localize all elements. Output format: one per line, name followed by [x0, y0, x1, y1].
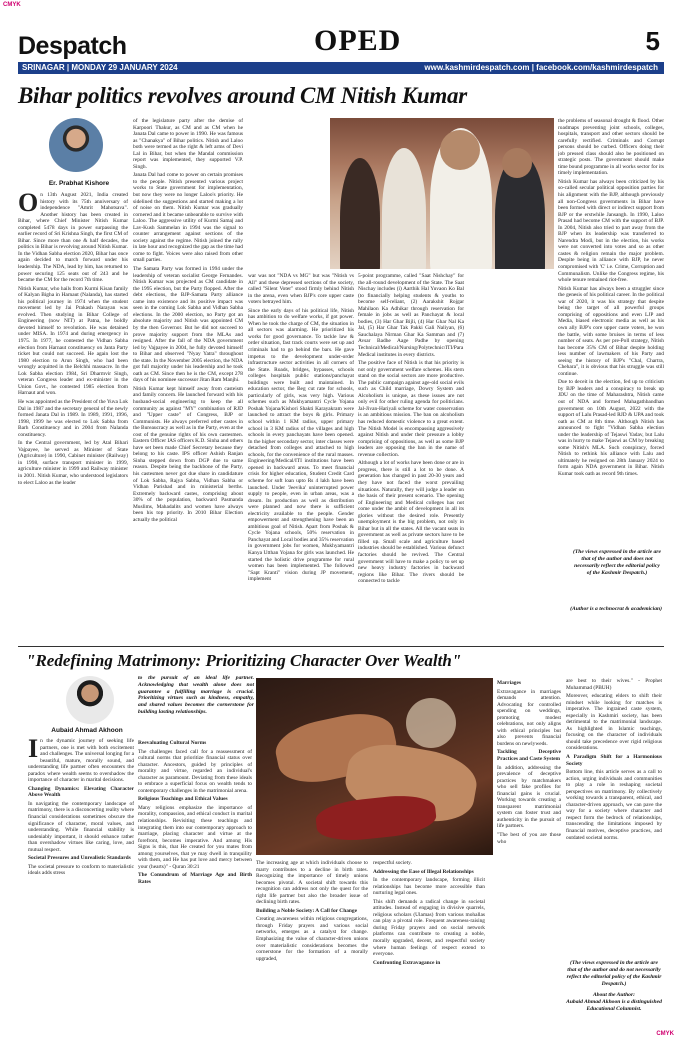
section-heading: Changing Dynamics: Elevating Character Above Wealth [28, 785, 134, 799]
section-heading: Addressing the Ease of Illegal Relationships [373, 868, 474, 875]
article1-headline: Bihar politics revolves around CM Nitish Kumar [18, 83, 467, 108]
avatar [49, 118, 103, 172]
paragraph: Extravagance in marriages demands attention. Advocating for controlled spending on weddings, promoting modest celebrations, not only aligns with ethical principles but also prevents financial burdens on newlyweds. [497, 688, 561, 747]
article1-disclaimer: (The views expressed in the article are that of the author and does not necessarily reflect the editorial policy of the Kashmir Despatch.) [573, 549, 661, 576]
paragraph: The increasing age at which individuals choose to marry contributes to a decline in birth rates. Recognizing the importance of timely unions becomes pivotal. A societal shift towards this recognition can address not only the quest for the right life partner but also the broader issue of declining birth rates. [256, 860, 368, 906]
section-title: OPED [314, 24, 402, 57]
paragraph: In navigating the contemporary landscape of matrimony, there is a disconcerting reality where financial considerations sometimes obscure the significance of character, moral values, and understanding. While financial stability is undeniably important, it should enhance rather than overshadow virtues like caring, love, and mutual respect. [28, 800, 134, 853]
masthead-logo: Despatch [18, 32, 127, 60]
article2-col5 [497, 678, 561, 1030]
article1-col3 [248, 273, 354, 642]
paragraph: In the contemporary landscape, forming illicit relationships has become more accessible than nurturing legal ones. [373, 877, 485, 897]
article1-photo [330, 118, 554, 269]
article2-about-heading: About the Author: [592, 992, 636, 998]
paragraph: The Samata Party was formed in 1994 under the leadership of veteran socialist George Fernandes. Nitish Kumar was projected as CM candidate in the 1995 election, but the Party flopped. After the debt elections, the BJP-Samata Party alliance came into existence and its positive impact was seen in the coming Lok Sabha and Vidhan Sabha elections. In the 2000 election, no Party got an absolute majority and Nitish was appointed CM by the then Governor. But he did not succeed to prove majority support from the MLAs and resigned. After the fall of the NDA government led by Vajpayee in 2004, he fully devoted himself to Bihar and observed "Nyay Yatra" throughout the state. In the November 2005 election, the NDA got full majority under his leadership and he took oath as CM. Since then he is the CM, except 278 days of his nominee successor Jitan Ram Manjhi. [133, 266, 243, 384]
article1-byline: Er. Prabhat Kishore [48, 180, 110, 187]
section-heading: Tackling Deceptive Practices and Caste System [497, 749, 561, 763]
paragraph: "The best of you are those who [497, 832, 561, 845]
article2-pull-quote: to the pursuit of an ideal life partner. Acknowledging that wealth alone does not guarantee a fulfilling marriage is crucial. Prioritizing virtues such as kindness, empathy, and shared values becomes the cornerstone for building lasting relationships. [138, 675, 254, 715]
article2-col3 [256, 860, 368, 1030]
masthead [18, 24, 664, 72]
paragraph: This shift demands a radical change in societal attitudes. Instead of engaging in divisive quarrels, religious scholars (Ulamas) from various mohallas can play a pivotal role. Frequent awareness-raising during Friday prayers and on social network platforms can contribute to creating a noble, morally upgraded, decent, and respectful society where human feelings of respect extend to everyone. [373, 898, 485, 958]
article1-col2 [133, 118, 243, 642]
paragraph: In the Central government, led by Atal Bihari Vajpayee, he served as Minister of State (Agriculture) in 1990, Cabinet minister (Railway) in 1998, surface transport minister in 1999, agriculture minister in 1999 and Railway minister in 2001. Nitish Kumar, who understood legislators to elect Laloo as the leader [18, 440, 128, 486]
article2-headline: "Redefining Matrimony: Prioritizing Character Over Wealth" [26, 651, 462, 670]
section-heading: The Conundrum of Marriage Age and Birth Rates [138, 872, 252, 885]
avatar [66, 676, 114, 724]
cmyk-marker: CMYK [656, 1031, 674, 1037]
article2-disclaimer: (The views expressed in the article are that of the author and do not necessarily reflect the editorial policy of the Kashmir Despatch.) [566, 960, 662, 987]
paragraph: Bottom line, this article serves as a call to action, urging individuals and communities to play a role in reshaping societal perspectives on matrimony. By collectively working towards a transparent, ethical, and character-driven approach, we can pave the way for a society where character and respect form the bedrock of relationships, transcending the limitations imposed by financial motives, deceptive practices, and outdated societal norms. [566, 769, 662, 841]
section-heading: Societal Pressures and Unrealistic Standards [28, 855, 131, 862]
paragraph: Many religions emphasize the importance of morality, compassion, and ethical conduct in marital relationships. Revisiting these teachings and integrating them into our contemporary approach to marriage, placing character and virtue at the forefront, becomes imperative. And among His Signs is this, that He created for you mates from among yourselves, that ye may dwell in tranquility with them, and He has put love and mercy between your (hearts)" - Quran 30:21 [138, 804, 252, 870]
paragraph: On 13th August 2021, India created history with its 75th anniversary of independence "Amrit Mahotsava". Another history has been created in Bihar, where Chief Minister Nitish Kumar completed 5478 days in power surpassing the earlier record of Sri Krishna Singh, the first CM of Bihar. Since more than one & half decades, the politics in Bihar is revolving around Nitish Kumar. In the Vidhan Sabha election 2020, Bihar has once again decided to march forward under his leadership. The NDA, lead by him, has returned to power securing 125 seats out of 243 and he became the CM for the record 7th time. [18, 192, 128, 284]
section-heading: Marriages [497, 680, 521, 686]
section-heading: Building a Noble Society: A Call for Change [256, 907, 357, 914]
paragraph: Since the early days of his political life, Nitish has ambition to do welfare works, if got power. When he took the charge of CM, the situation in all sectors was alarming. He prioritized his works for good governance. To tackle law & order situation, fast track courts were set up and criminals had to go behind the bars. He gave impetus to the development under-order infrastructure sector activities in all corners of the State. Roads, bridges, bypasses, schools colleges hospitals public stations/panchayat buildings were built and maintained. In education sector, the Beg cut rate for schools, particularly of girls, was very high. Various schemes such as Mukhyamantri Cycle Yojana Poshak Yojana/Kishori Shakti Karayakram were launched to attract the boys & girls. Primary school within 1 KM radius, upper primary school in 3 KM radius of the villages and high schools in every panchayats have been opened. In the higher secondary sector, inter classes were detached from colleges and attached to high schools, for the convenience of the rural masses. Engineering/Medical/ITI institutions have been opened in backward areas. To meet financial crisis for higher education, Student Credit Card scheme for soft loan upto Rs 4 lakh have been launched. Under 'Jeevika' uninterrupted power supply to people, even in urban areas, was a dream. Its production as well as distribution were planned and now there is sufficient electricity available to the people. Gender empowerment and strengthening have been an ambitious goal of Nitish. Apart from Poshak & Cycle Yojana schools, 50% reservation in Panchayat and Local bodies and 35% reservation in government jobs for women, Mukhyamantri Kanya Utthan Yojana for girls was launched. He started the holistic drive programme for rural women has been implemented. The followed "Sapt Kranti" vision during JP movement, implement [248, 307, 354, 583]
article2-col2 [138, 738, 252, 1030]
paragraph: Nitish Kumar has always been a struggler since the genesis of his political career. In the political war of 2020, it was his strategy that despite being the target of all powerful groups comprising of oppositions and even LJP and Media, biased electronic media as well as his own ally BJP's core upper caste voters, he won the battle, with some bruises in terms of less number of seats. As per pre-Poll strategy, Nitish has become 35% CM of Bihar despite holding less number of lawmakers of his Party and seeing the history of BJP's "Chal, Chartra, Chehara", it is obvious that his struggle was still continue. [558, 285, 664, 377]
article2-col1 [28, 738, 134, 1030]
article2-about-text: Aubaid Ahmad Akhoon is a distinguished Educational Columnist. [566, 999, 662, 1012]
section-heading: Confronting Extravagance in [373, 959, 441, 966]
drop-cap: O [18, 192, 39, 217]
paragraph: He was appointed as the President of the Yuva Lok Dal in 1987 and the secretary general of the newly formed Janata Dal in 1989. In 1989, 1991, 1996, 1998, 1999 he was elected to Lok Sabha from Barh Constituency and in 2004 from Nalanda constituency. [18, 398, 128, 438]
paragraph: Moreover, educating elders to shift their mindset while looking for matches is imperative. The ingrained caste system, especially in Kashmiri society, has been detrimental to the matrimonial landscape. As highlighted in Islamic teachings, focusing on the character of individuals should take precedence over rigid religious considerations. [566, 693, 662, 752]
page-number: 5 [645, 26, 660, 56]
web-links: www.kashmirdespatch.com | facebook.com/kashmirdespatch [424, 63, 658, 72]
cmyk-marker: CMYK [3, 2, 21, 8]
paragraph: war was not "NDA vs MG" but was "Nitish vs All" and these depressed sections of the society, called "Silent Voter" stood firmly behind Nitish in the arena, even when BJP's core upper caste voters betrayed him. [248, 273, 354, 306]
article2-about [566, 960, 662, 1013]
article1-author-photo [36, 118, 116, 178]
article1-about-author: (Author is a technocrat & academician) [570, 606, 662, 612]
section-heading: Reevaluating Cultural Norms [138, 740, 207, 746]
paragraph: The societal pressure to conform to materialistic ideals adds stress [28, 863, 134, 877]
paragraph: the problems of seasonal drought & flood. Other roadmaps preventing joint schools, colleges, hospitals, transport and other sectors should be carefully rectified. Criminals and Corrupt persons should be curbed. Officers doing their job pressed class should also be positioned on strategic posts. The government should make time bound programme in all works sector for its timely implementation. [558, 118, 664, 177]
paragraph: of the legislature party after the demise of Karpoori Thakur, as CM and as CM when he Janata Dal came to power in 1990. He was famous as "Chanakya" of Bihar politics. Nitish and Laloo both were termed as the right & left arms of Devi Lal in Bihar, but when the Mandal commission report was implemented, they supported V.P. Singh. [133, 118, 243, 170]
section-heading: A Paradigm Shift for a Harmonious Society [566, 754, 662, 767]
article2-col6 [566, 678, 662, 948]
paragraph: Janata Dal had come to power on certain promises to the people. Nitish presented various project works to State government for implementation, but now they were no longer Laloo's priority. He sidelined the suggestions and started making a lot of noise on them. Nitish Kumar was gradually cornered and it became unbearable to survive with Laloo. The aggressive utility of Kurmi Samaj and Lav-Kush Sammelan in 1994 was the signal to counter arrangement against sections of the society against the regime. Nitish joined the rally in late hour and recognized the gap as the time had come to fight. Voices were also raised from other small parties. [133, 172, 243, 264]
paragraph: The challenges faced call for a reassessment of cultural norms that prioritize financial status over character. Ancestors, guided by principles of morality and virtue, regarded an individual's character as paramount. Deviating from these ideals to embrace a superficial focus on wealth tends to contemporary challenges in the matrimonial arena. [138, 748, 252, 794]
article2-col4 [373, 860, 485, 1030]
paragraph: Due to deceit in the election, fed up to criticism by BJP leaders and a conspiracy to break up JDU on the time of Maharashtra, Nitish came out of NDA and formed Mahagathbandhan government on 10th August, 2022 with the support of Lalu Prasad-led RJD & UPA and took oath as CM at 8th time. Although Nitish has announced to fight "Vidhan Sabha election under the leadership of Tejaswi Yadav, but Lalu was in hurry to make Tejaswi as CM by breaking some Nitish's MLA. Such conspiracy, forced Nitish to rethink his alliance with Lalu and ultimately he resigned on 28th January 2024 to form again NDA government in Bihar. Nitish Kumar took oath as record 9th times. [558, 379, 664, 477]
article-divider [18, 646, 664, 647]
article1-col5 [558, 118, 664, 546]
masthead-bar [18, 62, 664, 74]
paragraph: Nitish Kumar has always been criticized by his so-called secular political opposition parties for his alignment with the BJP, although previously all non-Congress governments in Bihar have been formed with direct or indirect support from BJP or the erstwhile Jansangh. In 1990, Laloo Prasad had become CM with the support of BJP. In 2004, Nitish also tried to part away from the BJP when its leadership was transferred to Narendra Modi, but in the election, his works were not converted into votes and so as other castes & religion remain the major problem. Despite being in alliance with BJP, he never compromised with 'C' i.e. Crime, Corruption and Communalism. Unlike the Congress regime, his whole tenure remained riot-free. [558, 178, 664, 284]
website-link[interactable]: www.kashmirdespatch.com [424, 63, 530, 72]
paragraph: Creating awareness within religious congregations, through Friday prayers and various social networks, emerges as a catalyst for change. Emphasizing the value of character-driven unions over materialistic considerations becomes the cornerstone for the formation of a morally upgraded, [256, 916, 368, 962]
article1-col4 [358, 273, 464, 642]
paragraph: respectful society. [373, 860, 412, 866]
drop-cap: I [28, 738, 39, 763]
paragraph: In the dynamic journey of seeking life partners, one is met with both excitement and challenges. The universal longing for a beautiful, mature, morally sound, and understanding life partner often encounters the paradox where wealth seems to overshadow the importance of character in marital decisions. [28, 738, 134, 784]
article2-photo [256, 678, 493, 855]
paragraph: Although a lot of works have been done or are in progress, there is still a lot to be done. A generation has changed in past 20-30 years and they have not faced the worst prevailing situations. Naturally, they will judge a leader on the basis of their present scenario. The opening of Engineering and Medical colleges has not come under the ambit of development in all its glories without the desired role. Presently unemployment is the big problem, not only in Bihar but in all the states. All the vacant seats in government as well as private sectors have to be filled up. Small scale and agriculture based industries should be established. Various defunct factories should be revived. The Central government will have to make a policy to set up new heavy industry factories in backward regions like Bihar. The rivers should be connected to tackle [358, 460, 464, 585]
section-heading: Religious Teachings and Ethical Values [138, 796, 228, 803]
article1-col1 [18, 192, 128, 642]
paragraph: are best to their wives." - Prophet Muhammad (PBUH) [566, 678, 662, 691]
paragraph: 5-point programme, called "Saat Nishchay" for the all-round development of the State. The Saat Nischay includes (i) Aarthik Hal Yuvaon Ko Bal (to financially helping students & youths to become self-reliant, (2) Aarakshit Rojgar Mahilaon Ka Adhikar through reservation for female in jobs as well as Panchayat & local bodies, (3) Har Ghar Bijli, (4) Har Ghar Nal Ka Jal, (5) Har Ghar Tak Pakki Gali Naliyan, (6) Sauchalaya Nirman Ghar Ka Samman and (7) Avsar Badhe Aage Padhe by opening Technical/Medical/Nursing/Polytechnic/ITI/Para Medical institutes in every districts. [358, 273, 464, 358]
paragraph: In addition, addressing the prevalence of deceptive practices by matchmakers who sell fake profiles for financial gains is crucial. Working towards creating a transparent matrimonial system can foster trust and authenticity in the pursuit of life partners. [497, 764, 561, 830]
paragraph: The positive face of Nitish is that his priority is not only government welfare schemes. His stern stand on the social sectors are more productive. The public campaign against age-old social evils such as Child marriage, Dowry System and Alcoholism is unique, as these issues are not only evil for other ruling agenda for politicians. Jal-Jivan-Hariyali scheme for water conservation is an ambitious mission. The ban on alcoholism has reduced domestic violence to a great extent. The Nitish Model is encompassing aggressively against Nitish and under their pressure a lobby comprising of oppositions, as well as some BJP leaders are opposing the ban in the name of revenue collection. [358, 360, 464, 458]
paragraph: Nitish Kumar kept himself away from casteism and family concern. He launched forward with his husband-social engineering to keep the all community as against "MY" combination of RJD and "Upper caste" of Congress, BJP or Communists. He always preferred other castes in the Bureaucracy as well as in the Party, even at the cost of the genuine rights of his own castesmen. Eastern Officer IAS officers K.D. Sinha and others have set been made Chief Secretary because they belong to his caste. IPS officer Ashish Ranjan Sinha stepped down from DGP due to same reason. Despite being the backbone of the Party, his castesmen never got due share in candidature of Lok Sabha, Rajya Sabha, Vidhan Sabha or Vidhan Parishad and in ministerial berths. Extremely backward castes, comprising about 30% of the population, backward Pasmanda Muslims, Mahadalits and women have always been his top priority. In 2010 Bihar Election actually the political [133, 385, 243, 523]
dateline: SRINAGAR | MONDAY 29 JANUARY 2024 [22, 63, 178, 72]
paragraph: Nitish Kumar, who hails from Kurmi Kisan family of Kalyan Bigha in Harnaut (Nalanda), has started his political journey in 1974 when the student movement led by Jai Prakash Narayan was evolved. Then studying in Bihar College of Engineering (now NIT) at Patna, he boldly devoted himself to revolution. He was detained under MISA. In 1974 and during emergency in 1975. In 1977, he contested the Vidhan Sabha election from Harnaut constituency on Janta Party ticket but could not succeed. He again lost the 1980 election to Arun Singh, who had been wrongly acquitted in the Belchhi massacre. In the Lok Sabha election 1984, Sri Dharmvir Singh, veteran Congress leader and ex-minister in the Union Govt., he contested 1985 election from Harnaut and won. [18, 285, 128, 397]
article2-byline: Aubaid Ahmad Akhoon [51, 727, 123, 734]
facebook-link[interactable]: facebook.com/kashmirdespatch [536, 63, 658, 72]
